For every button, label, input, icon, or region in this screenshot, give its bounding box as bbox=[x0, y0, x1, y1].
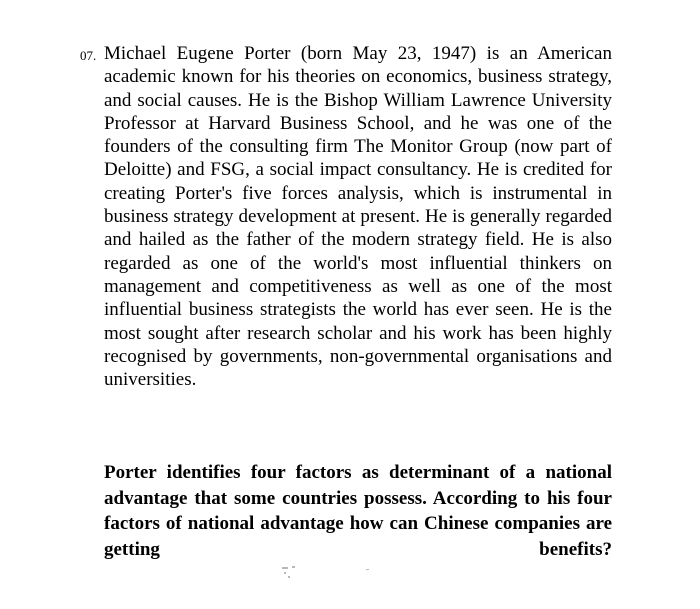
question-prompt: Porter identifies four factors as determinant of a national advantage that some countries possess. According to his four factors of national advantage how can Chinese companies are getting benefits? bbox=[104, 462, 612, 560]
passage-text: Michael Eugene Porter (born May 23, 1947) is an American academic known for his theories on economics, business strategy, and social causes. He is the Bishop William Lawrence University Professor at Harvard Business School, and he was one of the founders of the consulting firm The Monitor Group (now part of Deloitte) and FSG, a social impact consultancy. He is credited for creating Porter's five forces analysis, which is instrumental in business strategy development at present. He is generally regarded and hailed as the father of the modern strategy field. He is also regarded as one of the world's most influential thinkers on management and competitiveness as well as one of the most influential business strategists the world has ever seen. He is the most sought after research scholar and his work has been highly recognised by governments, non-governmental organisations and universities. bbox=[104, 43, 612, 391]
scan-artifact bbox=[280, 566, 370, 580]
question-number: 07. bbox=[80, 48, 97, 63]
